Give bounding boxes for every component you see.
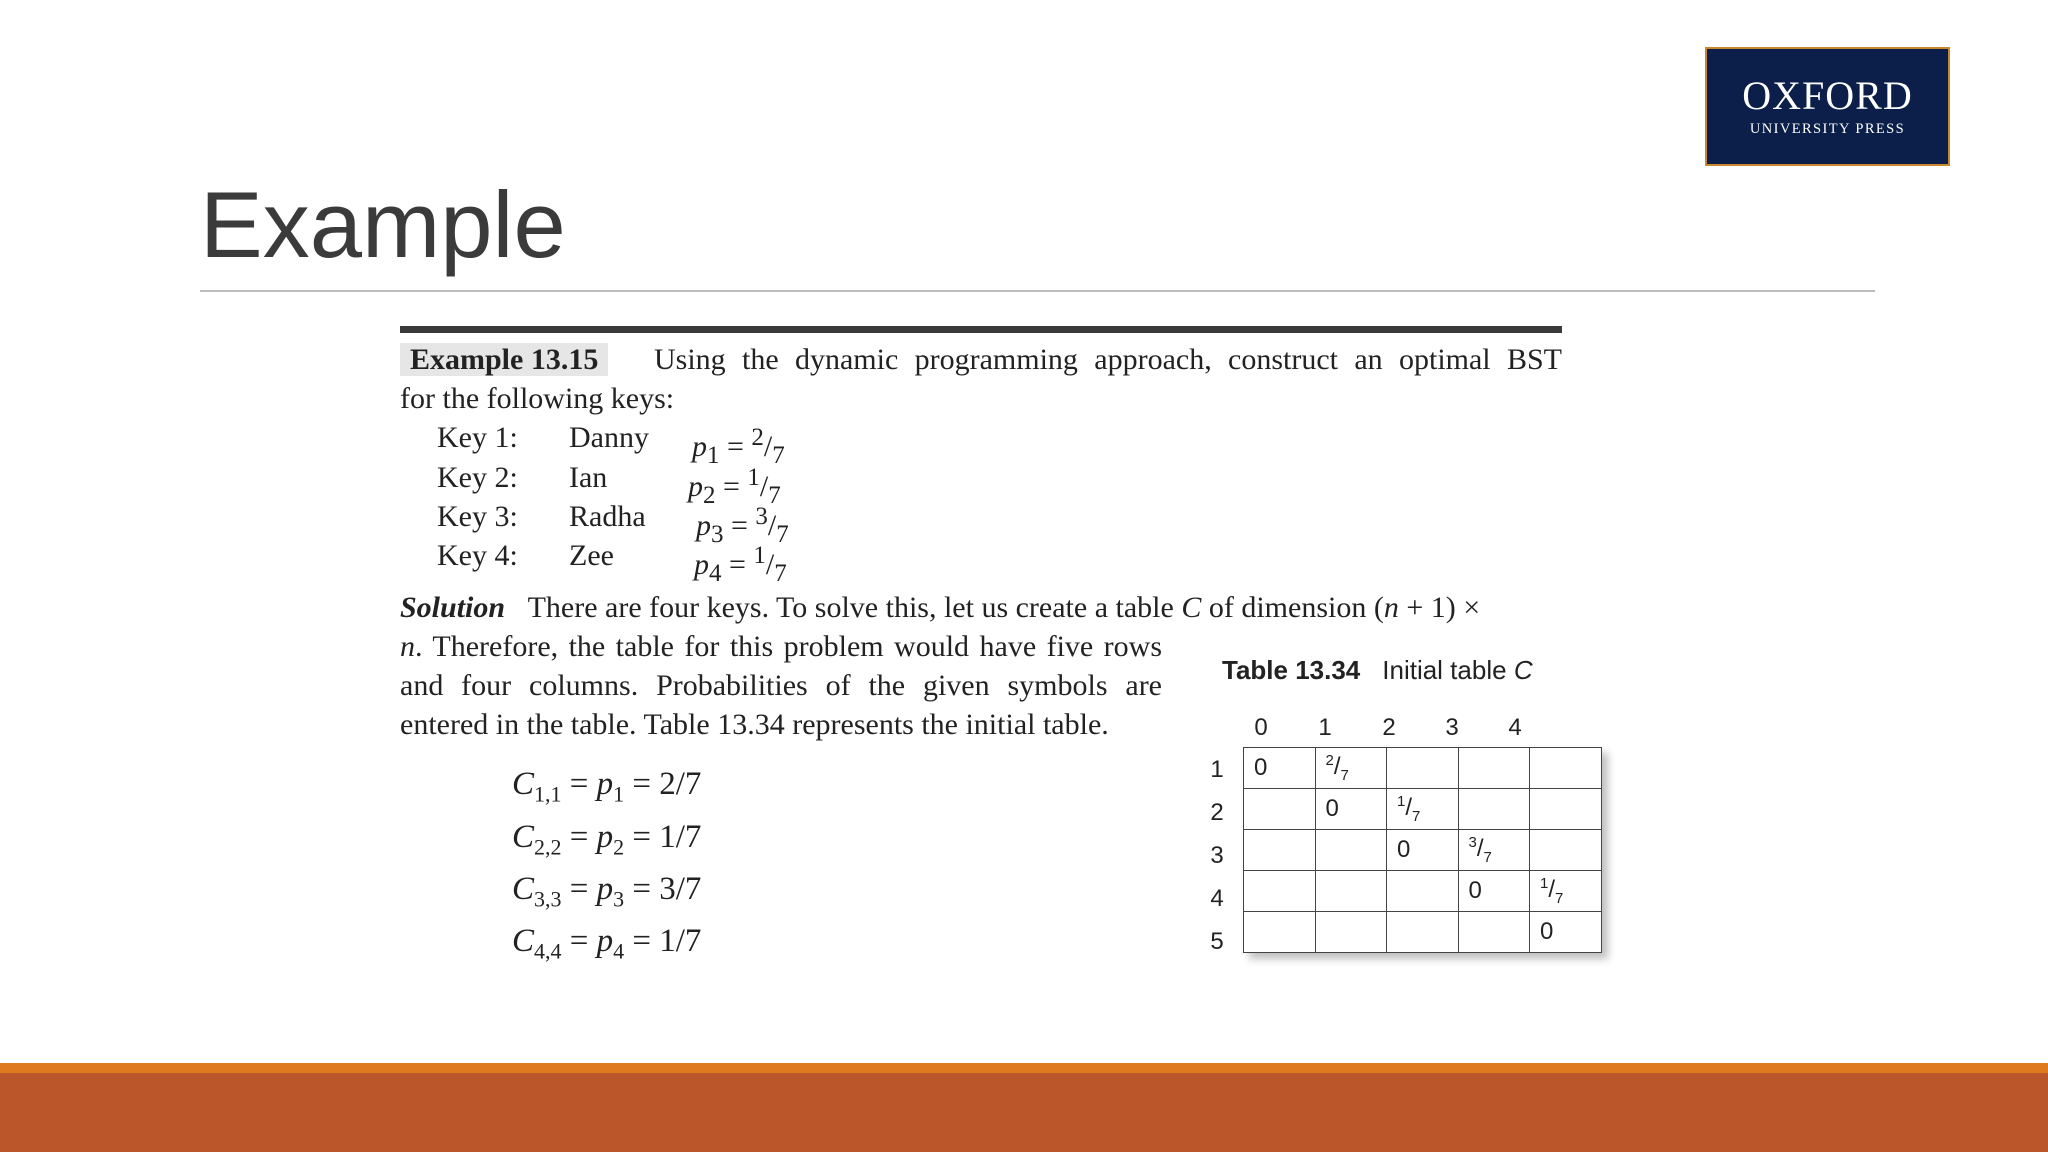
column-header: 4	[1508, 714, 1522, 741]
key-label: Key 4:	[437, 539, 518, 572]
table-cell	[1530, 789, 1602, 830]
key-probability: $p_4 = ^1/_7$	[694, 542, 787, 587]
table-cell: 0	[1315, 789, 1387, 830]
table-cell	[1315, 871, 1387, 912]
table-cell	[1244, 789, 1316, 830]
table-row	[1244, 871, 1602, 912]
example-intro-line2: for the following keys:	[400, 382, 675, 415]
table-cell: $^1/_7$	[1530, 871, 1602, 912]
logo-main-text: OXFORD	[1742, 73, 1913, 118]
example-heading	[400, 342, 608, 378]
table-cell	[1387, 912, 1459, 953]
equation: $C_{3,3} = p_3 = 3/7$	[512, 871, 702, 912]
example-intro-line1: Using the dynamic programming approach, construct an optimal BST	[654, 343, 1562, 376]
table-cell	[1387, 871, 1459, 912]
table-cell: 0	[1387, 830, 1459, 871]
key-label: Key 3:	[437, 500, 518, 533]
table-cell: $^2/_7$	[1315, 748, 1387, 789]
table-cell	[1530, 748, 1602, 789]
solution-line1: Solution There are four keys. To solve this, let us create a table C of dimension (n + 1) ×	[400, 591, 1481, 624]
row-header: 4	[1210, 885, 1224, 912]
solution-line2: n. Therefore, the table for this problem would have five rows	[400, 630, 1162, 663]
key-probability: $p_1 = ^2/_7$	[692, 424, 785, 469]
table-cell	[1458, 912, 1530, 953]
table-cell: 0	[1530, 912, 1602, 953]
key-probability: $p_3 = ^3/_7$	[696, 503, 789, 548]
initial-table-c	[1243, 747, 1602, 953]
oxford-logo	[1705, 47, 1950, 166]
key-label: Key 1:	[437, 421, 518, 454]
table-cell: $^1/_7$	[1387, 789, 1459, 830]
table-cell	[1315, 912, 1387, 953]
table-cell: $^3/_7$	[1458, 830, 1530, 871]
table-cell	[1530, 830, 1602, 871]
equation: $C_{2,2} = p_2 = 1/7$	[512, 819, 702, 860]
logo-sub-text: UNIVERSITY PRESS	[1749, 121, 1906, 137]
row-header: 5	[1210, 928, 1224, 955]
solution-line3: and four columns. Probabilities of the given symbols are	[400, 669, 1162, 702]
example-label: Example 13.15	[400, 343, 608, 376]
table-row	[1244, 789, 1602, 830]
row-header: 1	[1210, 756, 1224, 783]
table-cell	[1244, 830, 1316, 871]
key-probability: $p_2 = ^1/_7$	[688, 464, 781, 509]
key-label: Key 2:	[437, 461, 518, 494]
row-header: 2	[1210, 799, 1224, 826]
column-header: 0	[1254, 714, 1268, 741]
footer-band	[0, 1073, 2048, 1152]
table-cell	[1315, 830, 1387, 871]
title-divider	[200, 290, 1875, 292]
key-name: Radha	[569, 500, 646, 533]
row-header: 3	[1210, 842, 1224, 869]
table-cell	[1244, 912, 1316, 953]
example-top-rule	[400, 326, 1562, 333]
table-row	[1244, 748, 1602, 789]
column-header: 3	[1445, 714, 1459, 741]
footer-accent-line	[0, 1063, 2048, 1073]
table-row	[1244, 912, 1602, 953]
key-name: Danny	[569, 421, 649, 454]
table-row	[1244, 830, 1602, 871]
table-cell: 0	[1244, 748, 1316, 789]
table-cell	[1458, 748, 1530, 789]
key-name: Ian	[569, 461, 608, 494]
equation: $C_{4,4} = p_4 = 1/7$	[512, 923, 702, 964]
table-cell	[1244, 871, 1316, 912]
slide-title: Example	[200, 172, 566, 277]
table-cell	[1387, 748, 1459, 789]
table-caption: Table 13.34 Initial table C	[1222, 655, 1533, 685]
column-header: 2	[1382, 714, 1396, 741]
key-name: Zee	[569, 539, 614, 572]
solution-label: Solution	[400, 591, 506, 624]
table-cell	[1458, 789, 1530, 830]
equation: $C_{1,1} = p_1 = 2/7$	[512, 766, 702, 807]
column-header: 1	[1318, 714, 1332, 741]
solution-line4: entered in the table. Table 13.34 represents the initial table.	[400, 708, 1109, 741]
table-cell: 0	[1458, 871, 1530, 912]
